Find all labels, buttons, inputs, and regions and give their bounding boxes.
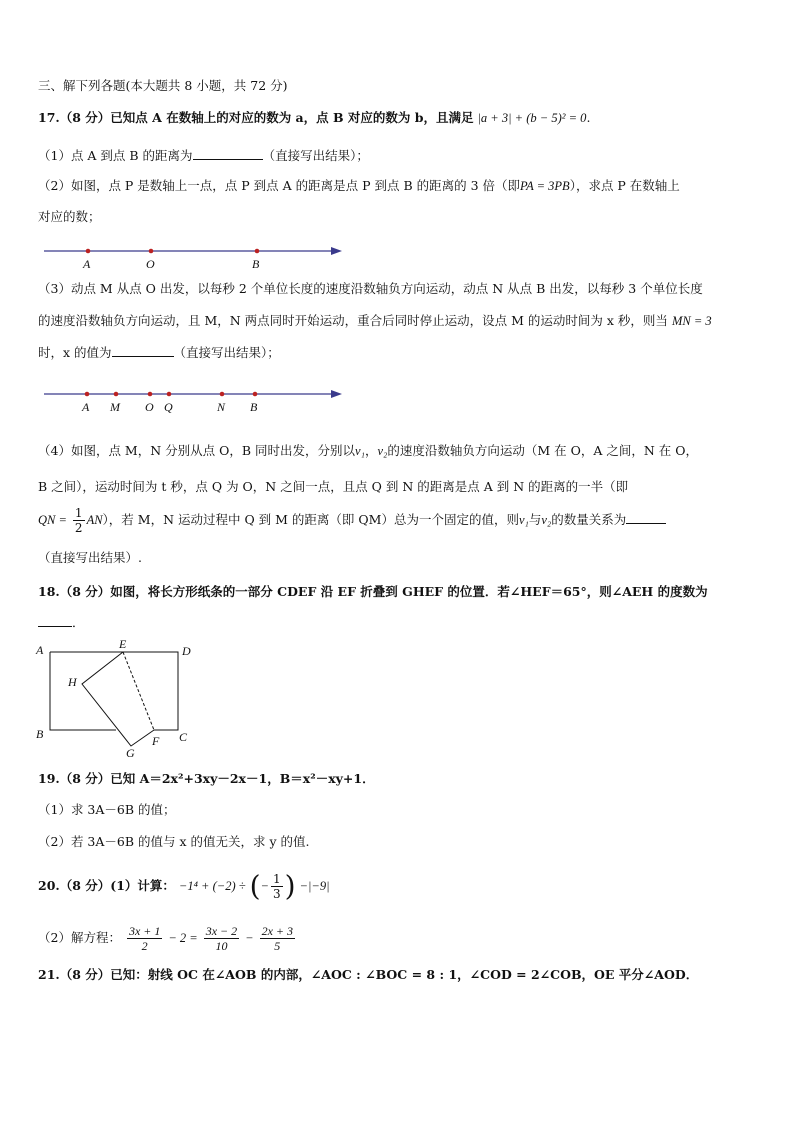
q17-part1: （1）点 A 到点 B 的距离为 （直接写出结果）； (38, 148, 369, 163)
q17-part4: （4）如图，点 M，N 分别从点 O，B 同时出发，分别以v₁，v₂的速度沿数轴负方向运动（M 在 O，A 之间，N 在 O， (38, 443, 698, 458)
axis1-label-b: B (252, 257, 260, 271)
answer-blank[interactable] (193, 147, 263, 160)
q21-stem: 21.（8 分）已知：射线 OC 在∠AOB 的内部，∠AOC : ∠BOC = 8 : 1，∠COD = 2∠COB，OE 平分∠AOD． (38, 967, 699, 982)
q19-part2: （2）若 3A－6B 的值与 x 的值无关，求 y 的值. (38, 834, 310, 849)
fig-label-a: A (36, 643, 44, 657)
axis1-label-o: O (146, 257, 155, 271)
axis2-label-q: Q (164, 400, 173, 414)
q17-stem: 17.（8 分）已知点 A 在数轴上的对应的数为 a，点 B 对应的数为 b，且满足 |a + 3| + (b − 5)² = 0. (38, 110, 591, 125)
q18-stem: 18.（8 分）如图，将长方形纸条的一部分 CDEF 沿 EF 折叠到 GHEF 的位置．若∠HEF＝65°，则∠AEH 的度数为 (38, 584, 708, 599)
q19-part1: （1）求 3A－6B 的值； (38, 802, 176, 817)
q17-condition: |a + 3| + (b − 5)² = 0 (477, 111, 587, 125)
q20-part1: 20.（8 分）(1）计算： −1⁴ + (−2) ÷ (− $\frac{1}{3}$ ) −|−9| (38, 869, 330, 903)
number-line-1 (38, 242, 348, 272)
axis2-label-n: N (217, 400, 226, 414)
fraction-one-half: $\frac{1}{2}$ (74, 506, 83, 535)
axis2-label-a: A (82, 400, 90, 414)
q20-part2: （2）解方程： $\frac{3x + 1}{2}$ − 2 = $\frac{3x - 2}{10}$ − $\frac{2x + 3}{5}$ (38, 924, 294, 953)
fraction-one-third: $\frac{1}{3}$ (272, 872, 281, 901)
axis2-label-o: O (145, 400, 154, 414)
section-title: 三、解下列各题(本大题共 8 小题，共 72 分) (38, 78, 288, 93)
q17-part3-cont: 的速度沿数轴负方向运动，且 M，N 两点同时开始运动，重合后同时停止运动，设点 M 的运动时间为 x 秒，则当 MN = 3 (38, 313, 712, 328)
q18-stem-end: ． (38, 614, 85, 631)
folded-rectangle-figure (34, 638, 204, 763)
fig-label-b: B (36, 727, 44, 741)
answer-blank[interactable] (38, 614, 72, 627)
q19-stem: 19.（8 分）已知 A＝2x²+3xy－2x－1，B＝x²－xy+1． (38, 771, 375, 786)
left-paren: ( (249, 869, 261, 903)
q17-part4-cont: B 之间），运动时间为 t 秒，点 Q 为 O，N 之间一点，且点 Q 到 N 的距离是点 A 到 N 的距离的一半（即 (38, 479, 629, 494)
number-line-2 (38, 385, 348, 415)
fraction-a: $\frac{3x + 1}{2}$ (128, 924, 161, 953)
fraction-b: $\frac{3x - 2}{10}$ (205, 924, 238, 953)
q17-part2: （2）如图，点 P 是数轴上一点，点 P 到点 A 的距离是点 P 到点 B 的距离的 3 倍（即PA = 3PB），求点 P 在数轴上 (38, 178, 680, 193)
fig-label-d: D (182, 644, 191, 658)
answer-blank[interactable] (626, 511, 666, 524)
axis2-label-b: B (250, 400, 258, 414)
fig-label-g: G (126, 746, 135, 760)
q17-part4-end: （直接写出结果）. (38, 550, 142, 565)
q17-part4-formula: QN = $\frac{1}{2}$ AN），若 M，N 运动过程中 Q 到 M 的距离（即 QM）总为一个固定的值，则v₁与v₂的数量关系为 (38, 505, 666, 535)
axis2-label-m: M (110, 400, 120, 414)
fig-label-c: C (179, 730, 188, 744)
right-paren: ) (284, 869, 296, 903)
q17-part2-cont: 对应的数； (38, 209, 101, 224)
fig-label-f: F (152, 734, 160, 748)
q17-part3-end: 时，x 的值为 （直接写出结果）； (38, 345, 280, 360)
q17-part3: （3）动点 M 从点 O 出发，以每秒 2 个单位长度的速度沿数轴负方向运动，动点 N 从点 B 出发，以每秒 3 个单位长度 (38, 281, 703, 296)
fig-label-h: H (68, 675, 77, 689)
axis1-label-a: A (83, 257, 91, 271)
fraction-c: $\frac{2x + 3}{5}$ (261, 924, 294, 953)
fig-label-e: E (119, 638, 127, 651)
answer-blank[interactable] (112, 344, 174, 357)
